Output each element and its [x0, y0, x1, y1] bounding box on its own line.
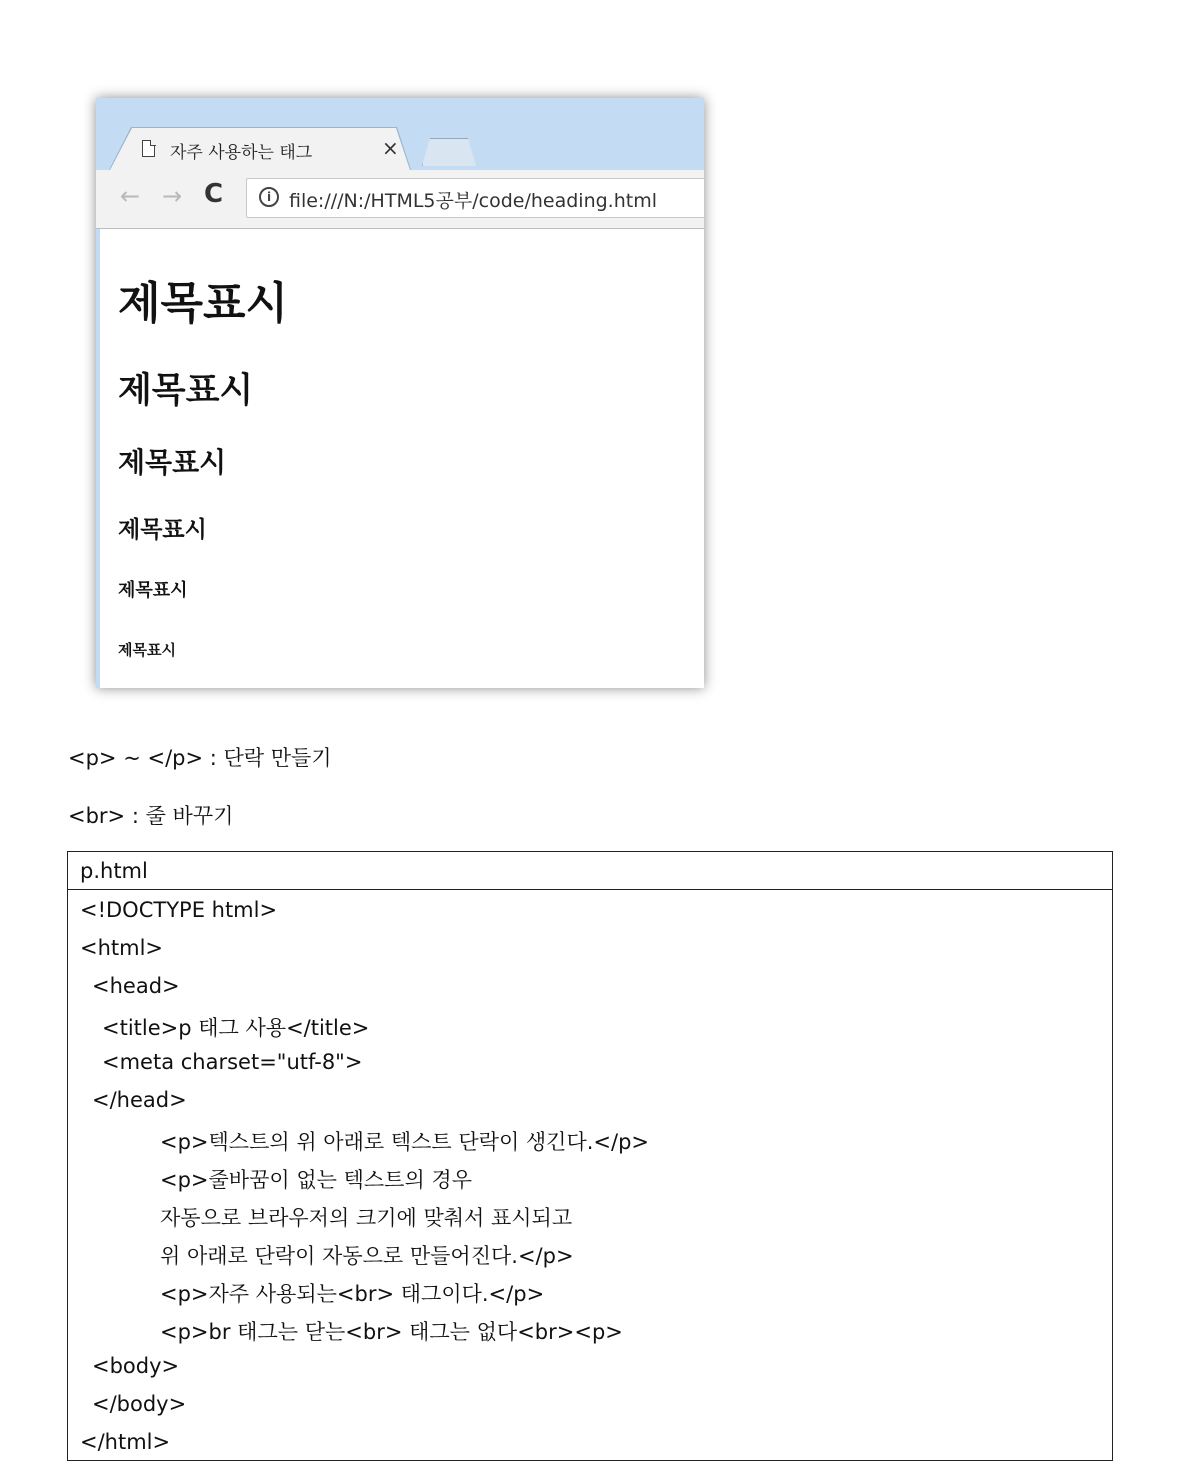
back-arrow-icon[interactable]: ←: [120, 182, 141, 210]
code-table: [67, 851, 1113, 1461]
code-line: <title>p 태그 사용</title>: [102, 1016, 370, 1040]
address-bar[interactable]: [246, 178, 704, 218]
info-icon[interactable]: i: [259, 187, 279, 207]
reload-icon[interactable]: C: [204, 179, 224, 209]
code-line: <!DOCTYPE html>: [80, 898, 278, 922]
code-line: 자동으로 브라우저의 크기에 맞춰서 표시되고: [160, 1206, 573, 1230]
heading-h4: 제목표시: [118, 517, 207, 543]
code-line: <html>: [80, 936, 164, 960]
code-line: <head>: [92, 974, 180, 998]
tab-title: 자주 사용하는 태그: [170, 143, 313, 163]
url-text[interactable]: file:///N:/HTML5공부/code/heading.html: [289, 190, 657, 212]
br-tag-description: <br> : 줄 바꾸기: [68, 804, 234, 828]
code-line: <p>줄바꿈이 없는 텍스트의 경우: [160, 1168, 472, 1192]
code-line: <p>자주 사용되는<br> 태그이다.</p>: [160, 1282, 545, 1306]
code-line: </body>: [92, 1392, 187, 1416]
tab-bar: [96, 98, 704, 170]
heading-h3: 제목표시: [118, 446, 227, 479]
heading-h6: 제목표시: [118, 641, 176, 659]
code-line: </head>: [92, 1088, 187, 1112]
code-line: </html>: [80, 1430, 171, 1454]
code-line: <p>텍스트의 위 아래로 텍스트 단락이 생긴다.</p>: [160, 1130, 650, 1154]
new-tab-button[interactable]: [422, 138, 478, 168]
heading-h5: 제목표시: [118, 580, 188, 601]
code-line: <p>br 태그는 닫는<br> 태그는 없다<br><p>: [160, 1320, 623, 1344]
p-tag-description: <p> ~ </p> : 단락 만들기: [68, 746, 332, 770]
forward-arrow-icon[interactable]: →: [162, 182, 183, 210]
close-icon[interactable]: ×: [382, 136, 399, 160]
heading-h1: 제목표시: [118, 278, 289, 329]
browser-toolbar: [96, 170, 704, 229]
code-line: <meta charset="utf-8">: [102, 1050, 363, 1074]
code-line: 위 아래로 단락이 자동으로 만들어진다.</p>: [160, 1244, 574, 1268]
code-line: <body>: [92, 1354, 180, 1378]
browser-screenshot: [96, 98, 704, 688]
page-icon: [142, 140, 155, 157]
code-header: [68, 852, 1112, 890]
code-filename: p.html: [80, 859, 148, 883]
page-viewport: [96, 229, 704, 688]
heading-h2: 제목표시: [118, 371, 254, 411]
